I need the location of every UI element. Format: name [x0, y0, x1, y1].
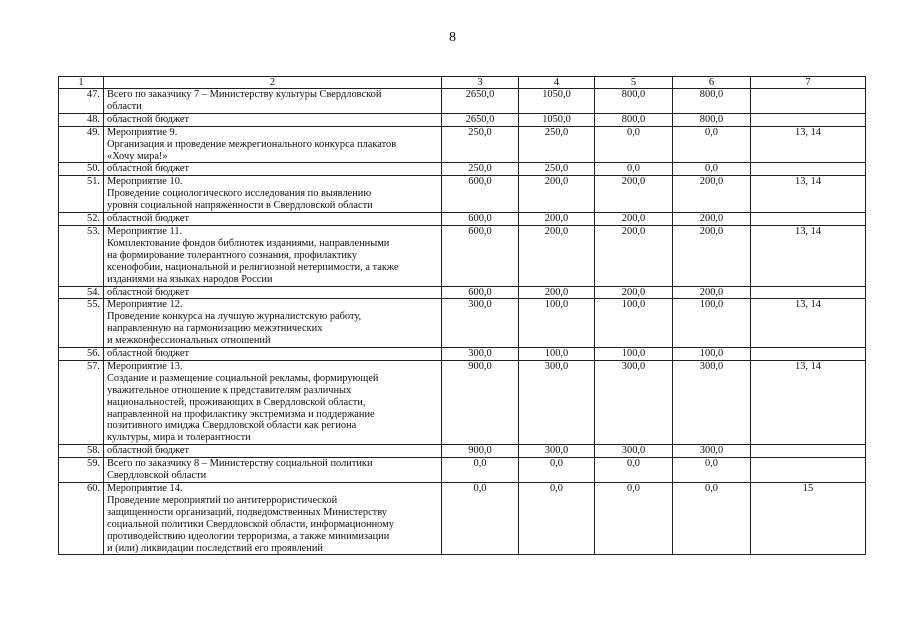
value-col3-cell: 250,0 — [442, 163, 519, 176]
value-col6-cell: 100,0 — [673, 299, 751, 348]
value-col4-cell: 200,0 — [519, 286, 595, 299]
table-row — [59, 483, 866, 555]
row-number-cell: 56. — [59, 348, 104, 361]
value-col5-cell: 100,0 — [595, 348, 673, 361]
value-col6-cell: 300,0 — [673, 445, 751, 458]
table-row — [59, 126, 866, 163]
table-row — [59, 163, 866, 176]
row-number-cell: 59. — [59, 458, 104, 483]
table-row — [59, 113, 866, 126]
targets-cell: 15 — [751, 483, 866, 555]
row-description-cell: Мероприятие 12. Проведение конкурса на лучшую журналистскую работу, направленную на гармонизацию межэтнических и межконфессиональных отношений — [104, 299, 442, 348]
row-description-cell: областной бюджет — [104, 445, 442, 458]
row-description-cell: областной бюджет — [104, 113, 442, 126]
column-header: 2 — [104, 77, 442, 89]
table-row — [59, 458, 866, 483]
targets-cell: 13, 14 — [751, 299, 866, 348]
value-col6-cell: 800,0 — [673, 89, 751, 114]
row-number-cell: 50. — [59, 163, 104, 176]
row-description-cell: областной бюджет — [104, 348, 442, 361]
value-col3-cell: 300,0 — [442, 299, 519, 348]
targets-cell — [751, 445, 866, 458]
row-description-cell: Всего по заказчику 7 – Министерству культуры Свердловской области — [104, 89, 442, 114]
value-col4-cell: 200,0 — [519, 176, 595, 213]
value-col4-cell: 200,0 — [519, 225, 595, 286]
table-row — [59, 360, 866, 444]
value-col4-cell: 300,0 — [519, 360, 595, 444]
targets-cell: 13, 14 — [751, 225, 866, 286]
row-description-cell: областной бюджет — [104, 286, 442, 299]
column-header: 4 — [519, 77, 595, 89]
row-description-cell: областной бюджет — [104, 213, 442, 226]
value-col5-cell: 200,0 — [595, 213, 673, 226]
column-header: 7 — [751, 77, 866, 89]
value-col4-cell: 250,0 — [519, 163, 595, 176]
value-col6-cell: 800,0 — [673, 113, 751, 126]
value-col3-cell: 600,0 — [442, 213, 519, 226]
row-number-cell: 54. — [59, 286, 104, 299]
row-description-cell: Мероприятие 11. Комплектование фондов библиотек изданиями, направленными на формирование толерантного сознания, профилактику ксенофобии, национальной и религиозной нетерпимости, а также изданиями на языках народов России — [104, 225, 442, 286]
value-col5-cell: 300,0 — [595, 360, 673, 444]
row-number-cell: 48. — [59, 113, 104, 126]
value-col5-cell: 200,0 — [595, 176, 673, 213]
value-col3-cell: 0,0 — [442, 483, 519, 555]
value-col6-cell: 0,0 — [673, 483, 751, 555]
table-row — [59, 445, 866, 458]
value-col4-cell: 1050,0 — [519, 113, 595, 126]
value-col3-cell: 300,0 — [442, 348, 519, 361]
value-col3-cell: 250,0 — [442, 126, 519, 163]
row-description-cell: Всего по заказчику 8 – Министерству социальной политики Свердловской области — [104, 458, 442, 483]
row-description-cell: Мероприятие 9. Организация и проведение межрегионального конкурса плакатов «Хочу мира!» — [104, 126, 442, 163]
targets-cell — [751, 286, 866, 299]
row-number-cell: 52. — [59, 213, 104, 226]
row-description-cell: областной бюджет — [104, 163, 442, 176]
row-number-cell: 58. — [59, 445, 104, 458]
targets-cell: 13, 14 — [751, 176, 866, 213]
value-col6-cell: 100,0 — [673, 348, 751, 361]
value-col3-cell: 600,0 — [442, 286, 519, 299]
value-col3-cell: 600,0 — [442, 225, 519, 286]
column-header: 5 — [595, 77, 673, 89]
value-col6-cell: 200,0 — [673, 225, 751, 286]
value-col4-cell: 0,0 — [519, 458, 595, 483]
value-col5-cell: 0,0 — [595, 458, 673, 483]
row-description-cell: Мероприятие 10. Проведение социологического исследования по выявлению уровня социальной напряженности в Свердловской области — [104, 176, 442, 213]
value-col5-cell: 0,0 — [595, 163, 673, 176]
table-row — [59, 213, 866, 226]
value-col5-cell: 800,0 — [595, 113, 673, 126]
value-col3-cell: 900,0 — [442, 360, 519, 444]
value-col4-cell: 300,0 — [519, 445, 595, 458]
row-number-cell: 53. — [59, 225, 104, 286]
targets-cell — [751, 163, 866, 176]
row-number-cell: 55. — [59, 299, 104, 348]
value-col6-cell: 0,0 — [673, 126, 751, 163]
row-number-cell: 49. — [59, 126, 104, 163]
value-col3-cell: 0,0 — [442, 458, 519, 483]
row-number-cell: 51. — [59, 176, 104, 213]
value-col4-cell: 100,0 — [519, 299, 595, 348]
page-number: 8 — [449, 30, 456, 45]
targets-cell — [751, 458, 866, 483]
value-col4-cell: 1050,0 — [519, 89, 595, 114]
targets-cell — [751, 213, 866, 226]
value-col6-cell: 200,0 — [673, 176, 751, 213]
value-col6-cell: 200,0 — [673, 286, 751, 299]
row-description-cell: Мероприятие 14. Проведение мероприятий по антитеррористической защищенности организаций, подведомственных Министерству социальной политики Свердловской области, информационному противодействию идеологии терроризма, а также минимизации и (или) ликвидации последствий его проявлений — [104, 483, 442, 555]
table-row — [59, 348, 866, 361]
value-col3-cell: 900,0 — [442, 445, 519, 458]
value-col5-cell: 200,0 — [595, 225, 673, 286]
value-col5-cell: 0,0 — [595, 126, 673, 163]
row-number-cell: 47. — [59, 89, 104, 114]
value-col6-cell: 200,0 — [673, 213, 751, 226]
column-header: 6 — [673, 77, 751, 89]
value-col6-cell: 300,0 — [673, 360, 751, 444]
value-col4-cell: 100,0 — [519, 348, 595, 361]
targets-cell: 13, 14 — [751, 360, 866, 444]
value-col3-cell: 2650,0 — [442, 113, 519, 126]
table-row — [59, 299, 866, 348]
column-header: 3 — [442, 77, 519, 89]
column-header: 1 — [59, 77, 104, 89]
value-col6-cell: 0,0 — [673, 458, 751, 483]
row-description-cell: Мероприятие 13. Создание и размещение социальной рекламы, формирующей уважительное отношение к представителям различных национальностей, проживающих в Свердловской области, направленной на профилактику экстремизма и поддержание позитивного имиджа Свердловской области как региона культуры, мира и толерантности — [104, 360, 442, 444]
table-header-row — [59, 77, 866, 89]
value-col5-cell: 300,0 — [595, 445, 673, 458]
table-row — [59, 89, 866, 114]
value-col4-cell: 0,0 — [519, 483, 595, 555]
value-col5-cell: 200,0 — [595, 286, 673, 299]
value-col4-cell: 200,0 — [519, 213, 595, 226]
table-row — [59, 286, 866, 299]
value-col5-cell: 100,0 — [595, 299, 673, 348]
value-col5-cell: 0,0 — [595, 483, 673, 555]
value-col4-cell: 250,0 — [519, 126, 595, 163]
row-number-cell: 60. — [59, 483, 104, 555]
row-number-cell: 57. — [59, 360, 104, 444]
targets-cell — [751, 348, 866, 361]
value-col6-cell: 0,0 — [673, 163, 751, 176]
targets-cell — [751, 89, 866, 114]
table-row — [59, 225, 866, 286]
value-col3-cell: 600,0 — [442, 176, 519, 213]
budget-table — [58, 76, 866, 555]
value-col5-cell: 800,0 — [595, 89, 673, 114]
targets-cell: 13, 14 — [751, 126, 866, 163]
targets-cell — [751, 113, 866, 126]
table-row — [59, 176, 866, 213]
value-col3-cell: 2650,0 — [442, 89, 519, 114]
